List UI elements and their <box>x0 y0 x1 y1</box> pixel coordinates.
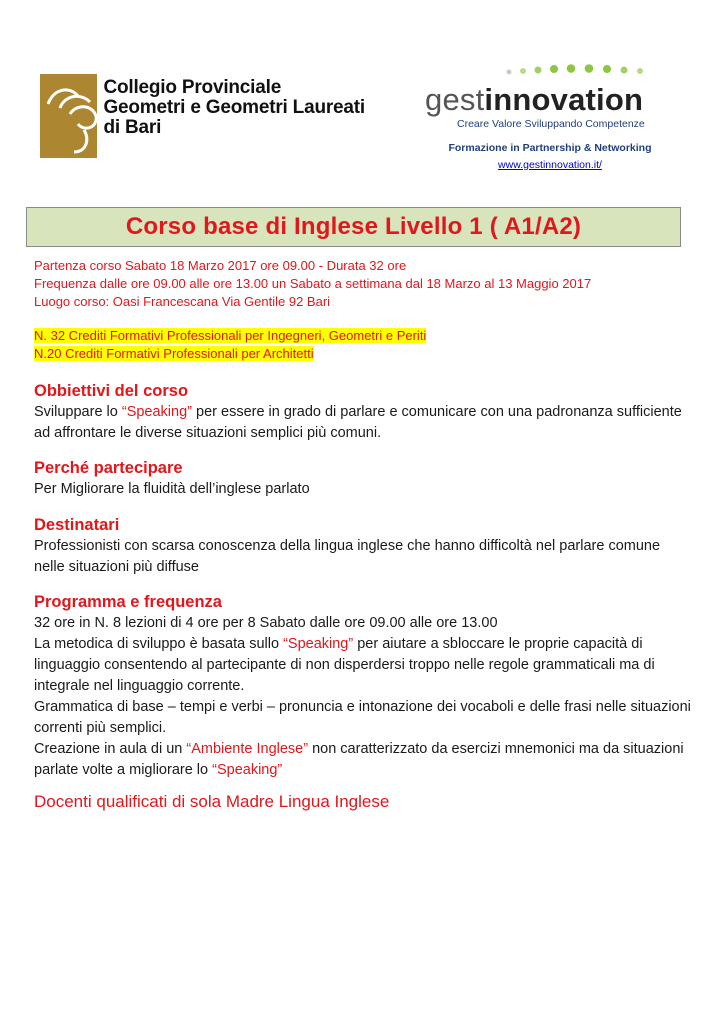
grammar-text: Grammatica di base – tempi e verbi – pronuncia e intonazione dei vocaboli e delle frasi nelle situazioni correnti più semplici. <box>34 699 691 736</box>
logo-tagline: Creare Valore Sviluppando Competenze <box>457 118 645 130</box>
collegio-geometri-logo <box>40 74 365 158</box>
course-info <box>34 257 591 311</box>
cpg-line-2: Geometri e Geometri Laureati <box>103 97 365 118</box>
dots-icon <box>503 62 653 76</box>
environment-text: Creazione in aula di un “Ambiente Inglese” non caratterizzato da esercizi mnemonici ma da situazioni parlate volte a migliorare lo “Speaking” <box>34 741 684 778</box>
cpg-monogram-icon <box>40 74 97 158</box>
info-line-location: Luogo corso: Oasi Francescana Via Gentile 92 Bari <box>34 294 331 309</box>
credits-line-engineers: N. 32 Crediti Formativi Professionali per Ingegneri, Geometri e Periti <box>34 328 427 343</box>
cpg-line-3: di Bari <box>103 117 162 138</box>
section-text: Professionisti con scarsa conoscenza della lingua inglese che hanno difficoltà nel parlare comune nelle situazioni più diffuse <box>34 538 661 575</box>
partnership-caption: Formazione in Partnership & Networking <box>448 142 652 154</box>
section-obbiettivi <box>34 380 694 444</box>
method-text: La metodica di sviluppo è basata sullo “Speaking” per aiutare a sbloccare le proprie capacità di linguaggio consentendo al partecipante di non disperdersi troppo nelle regole grammaticali ma di integrale nel linguaggio corrente. <box>34 636 655 694</box>
credits-block <box>34 327 426 363</box>
credits-line-architects: N.20 Crediti Formativi Professionali per Architetti <box>34 346 314 361</box>
wordmark-gest: gest <box>425 82 485 117</box>
section-heading: Perché partecipare <box>34 459 183 477</box>
course-title: Corso base di Inglese Livello 1 ( A1/A2) <box>125 213 582 240</box>
section-destinatari <box>34 514 694 578</box>
section-perche <box>34 457 694 500</box>
wordmark-innovation: innovation <box>484 82 644 117</box>
section-heading: Programma e frequenza <box>34 593 222 611</box>
website-link[interactable]: www.gestinnovation.it/ <box>498 159 602 171</box>
info-line-start: Partenza corso Sabato 18 Marzo 2017 ore 09.00 - Durata 32 ore <box>34 258 407 273</box>
section-heading: Destinatari <box>34 516 120 534</box>
section-programma <box>34 591 694 781</box>
section-heading: Obbiettivi del corso <box>34 382 189 400</box>
gestinnovation-logo <box>425 62 685 132</box>
cpg-line-1: Collegio Provinciale <box>103 77 282 98</box>
course-title-box <box>26 207 681 247</box>
info-line-frequency: Frequenza dalle ore 09.00 alle ore 13.00 un Sabato a settimana dal 18 Marzo al 13 Maggio 2017 <box>34 276 592 291</box>
teachers-note: Docenti qualificati di sola Madre Lingua Inglese <box>34 792 390 811</box>
gestinnovation-wordmark <box>425 82 643 118</box>
schedule-text: 32 ore in N. 8 lezioni di 4 ore per 8 Sabato dalle ore 09.00 alle ore 13.00 <box>34 615 498 631</box>
section-text: Sviluppare lo “Speaking” per essere in grado di parlare e comunicare con una padronanza sufficiente ad affrontare le diverse situazioni semplici più comuni. <box>34 404 682 441</box>
section-text: Per Migliorare la fluidità dell’inglese parlato <box>34 481 310 497</box>
